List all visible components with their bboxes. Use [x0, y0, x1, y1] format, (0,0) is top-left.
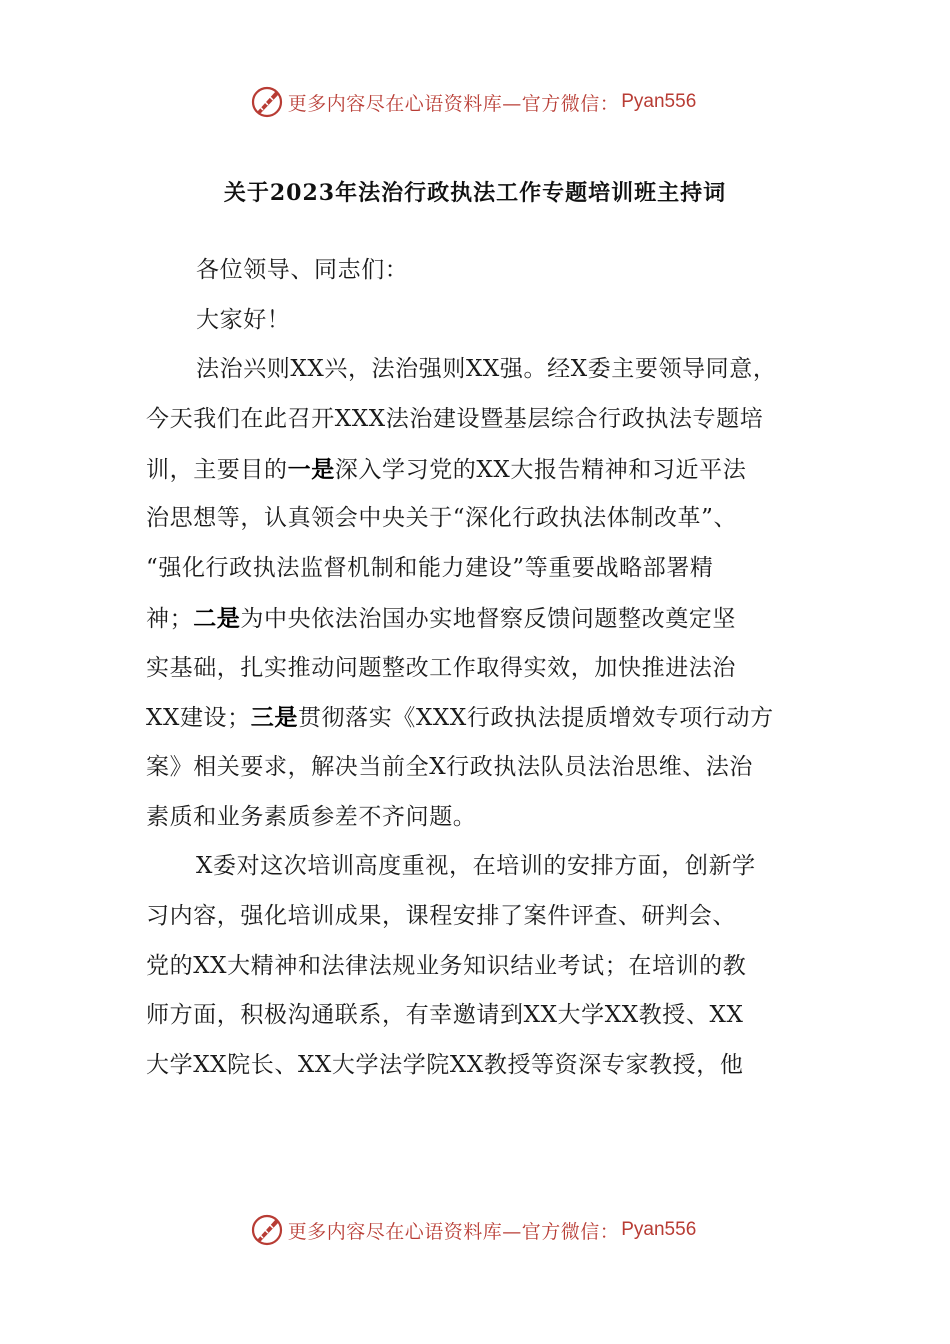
paragraph-line: 师方面，积极沟通联系，有幸邀请到XX大学XX教授、XX [146, 1002, 744, 1029]
greeting: 大家好！ [196, 306, 291, 333]
paragraph-line: 党的XX大精神和法律法规业务知识结业考试；在培训的教 [146, 952, 747, 979]
banner-wechat-id: Pyan556 [621, 1219, 697, 1240]
paragraph-line: XX建设；三是贯彻落实《XXX行政执法提质增效专项行动方 [146, 704, 774, 732]
document-title: 关于2023年法治行政执法工作专题培训班主持词 [223, 180, 727, 206]
paragraph-line: “强化行政执法监督机制和能力建设”等重要战略部署精 [146, 555, 714, 582]
paragraph-line: 治思想等，认真领会中央关于“深化行政执法体制改革”、 [146, 505, 738, 532]
emphasis-text: 三是 [250, 704, 298, 732]
paragraph-line: 神；二是为中央依法治国办实地督察反馈问题整改奠定坚 [146, 604, 737, 632]
paragraph-line: X委对这次培训高度重视，在培训的安排方面，创新学 [196, 853, 756, 880]
paragraph-line: 素质和业务素质参差不齐问题。 [146, 803, 477, 830]
paragraph-line: 习内容，强化培训成果，课程安排了案件评查、研判会、 [146, 902, 736, 929]
document-body [146, 246, 812, 1091]
paragraph-line: 训，主要目的一是深入学习党的XX大报告精神和习近平法 [146, 455, 747, 483]
paragraph-line: 大学XX院长、XX大学法学院XX教授等资深专家教授，他 [146, 1052, 744, 1078]
emphasis-text: 一是 [287, 455, 335, 483]
paragraph-line: 今天我们在此召开XXX法治建设暨基层综合行政执法专题培 [146, 406, 764, 433]
paragraph-line: 案》相关要求，解决当前全X行政执法队员法治思维、法治 [146, 753, 753, 780]
paragraph-line: 实基础，扎实推动问题整改工作取得实效，加快推进法治 [146, 654, 736, 681]
paragraph-line: 法治兴则XX兴，法治强则XX强。经X委主要领导同意， [196, 356, 777, 383]
footer-banner [0, 1210, 950, 1250]
banner-wechat-id: Pyan556 [621, 91, 697, 112]
quill-logo-icon [250, 85, 284, 119]
emphasis-text: 二是 [193, 604, 241, 632]
quill-logo-icon [250, 1213, 284, 1247]
banner-text: 更多内容尽在心语资料库—官方微信： [287, 92, 620, 115]
banner-text: 更多内容尽在心语资料库—官方微信： [287, 1220, 620, 1243]
salutation: 各位领导、同志们： [196, 257, 409, 283]
header-banner [0, 82, 950, 122]
